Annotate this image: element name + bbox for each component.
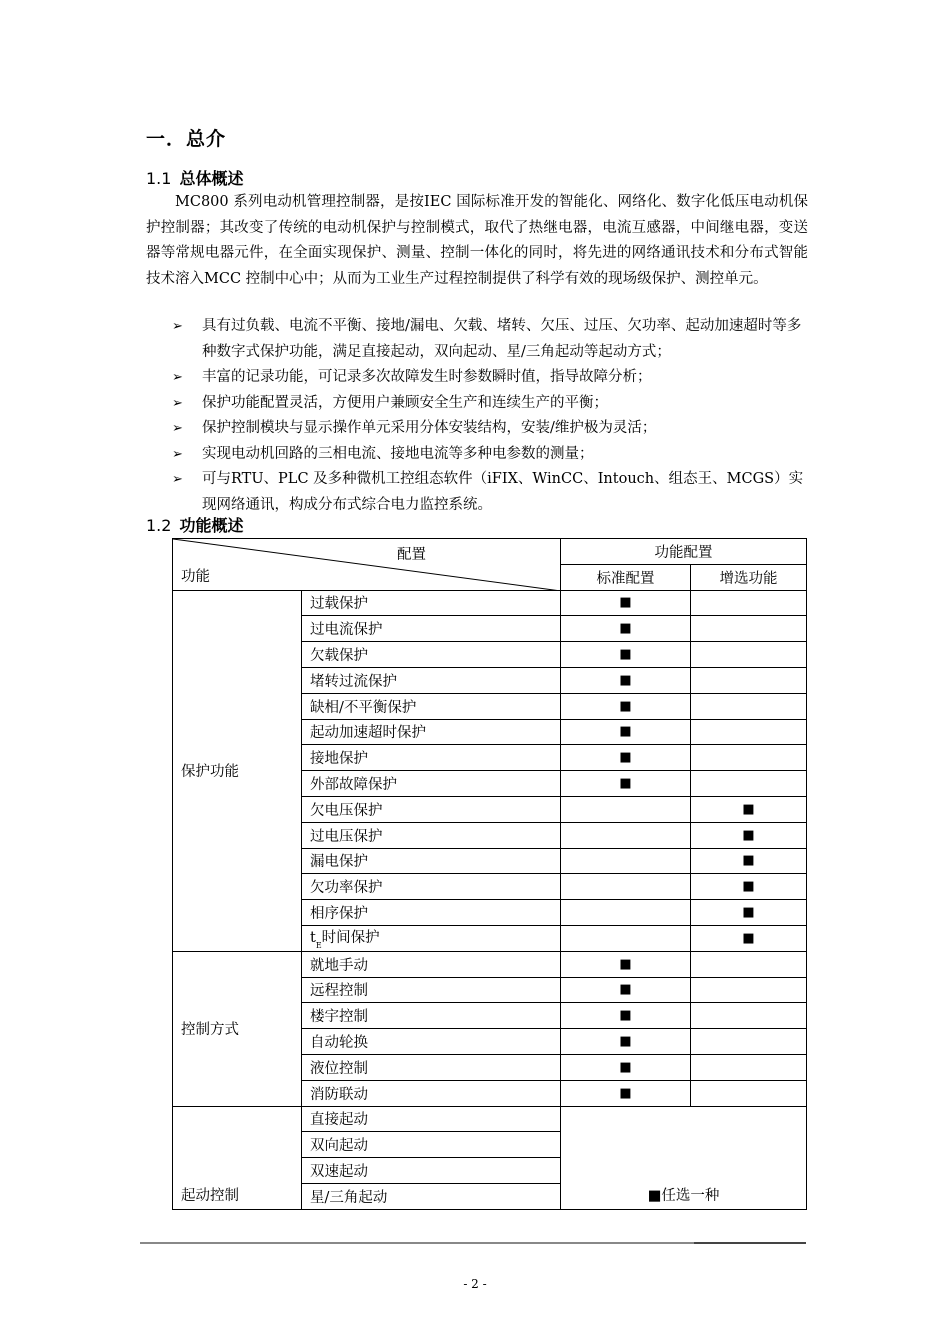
row-label: 星/三角起动 (302, 1183, 561, 1209)
subsection-1-title: 总体概述 (179, 169, 244, 188)
list-item: ➢ 丰富的记录功能，可记录多次故障发生时参数瞬时值，指导故障分析； (146, 365, 810, 391)
optional-cell (691, 1029, 807, 1055)
standard-cell (561, 848, 691, 874)
arrow-bullet-icon: ➢ (172, 319, 183, 334)
row-label: 过载保护 (302, 590, 561, 616)
group-header-config: 功能配置 (561, 539, 807, 565)
footer-rule-accent (694, 1242, 806, 1244)
section-title: 一．总介 (146, 128, 227, 150)
table-row (173, 590, 807, 616)
group-control-mode: 控制方式 (173, 951, 302, 1106)
row-label: 缺相/不平衡保护 (302, 693, 561, 719)
standard-cell (561, 874, 691, 900)
optional-cell (691, 1080, 807, 1106)
column-header-standard: 标准配置 (561, 564, 691, 590)
arrow-bullet-icon: ➢ (172, 421, 183, 436)
optional-cell (691, 1003, 807, 1029)
subsection-2-number: 1.2 (146, 516, 172, 535)
subsection-2-heading (146, 513, 243, 536)
standard-cell: ■ (561, 1080, 691, 1106)
standard-cell: ■ (561, 642, 691, 668)
row-label: 过电压保护 (302, 822, 561, 848)
list-item: ➢ 实现电动机回路的三相电流、接地电流等多种电参数的测量； (146, 442, 810, 468)
subsection-2-title: 功能概述 (179, 516, 244, 535)
standard-cell: ■ (561, 693, 691, 719)
row-label: 就地手动 (302, 951, 561, 977)
arrow-bullet-icon: ➢ (172, 395, 183, 411)
corner-label-config: 配置 (397, 547, 426, 563)
standard-cell: ■ (561, 719, 691, 745)
list-item: ➢ 可与RTU、PLC 及多种微机工控组态软件（iFIX、WinCC、Intouch、组态王、MCGS）实现网络通讯，构成分布式综合电力监控系统。 (146, 467, 810, 518)
optional-cell (691, 719, 807, 745)
feature-list (146, 314, 810, 518)
arrow-bullet-icon: ➢ (172, 472, 183, 487)
standard-cell (561, 822, 691, 848)
optional-cell: ■ (691, 848, 807, 874)
arrow-bullet-icon: ➢ (172, 370, 183, 385)
row-label: 起动加速超时保护 (302, 719, 561, 745)
row-label: 消防联动 (302, 1080, 561, 1106)
list-item: ➢ 保护功能配置灵活，方便用户兼顾安全生产和连续生产的平衡； (146, 391, 810, 417)
group-start-control: 起动控制 (173, 1106, 302, 1209)
optional-cell: ■ (691, 874, 807, 900)
optional-cell (691, 745, 807, 771)
corner-label-function: 功能 (181, 568, 210, 585)
row-label-te: $t_E$时间保护 (302, 925, 561, 951)
subsection-1-number: 1.1 (146, 169, 172, 188)
function-table (172, 538, 807, 1210)
optional-cell (691, 771, 807, 797)
standard-cell: ■ (561, 1003, 691, 1029)
optional-cell (691, 951, 807, 977)
row-label: 双速起动 (302, 1158, 561, 1184)
row-label: 欠电压保护 (302, 796, 561, 822)
optional-cell (691, 977, 807, 1003)
optional-cell (691, 1054, 807, 1080)
row-label: 欠功率保护 (302, 874, 561, 900)
intro-paragraph: MC800 系列电动机管理控制器，是按IEC 国际标准开发的智能化、网络化、数字化低压电动机保护控制器；其改变了传统的电动机保护与控制模式，取代了热继电器，电流互感器，中间继电器，变送器等常规电器元件，在全面实现保护、测量、控制一体化的同时，将先进的网络通讯技术和分布式智能技术溶入MCC 控制中心中；从而为工业生产过程控制提供了科学有效的现场级保护、测控单元。 (146, 194, 808, 287)
standard-cell (561, 900, 691, 926)
row-label: 自动轮换 (302, 1029, 561, 1055)
row-label: 直接起动 (302, 1106, 561, 1132)
row-label: 液位控制 (302, 1054, 561, 1080)
row-label: 堵转过流保护 (302, 667, 561, 693)
optional-cell (691, 667, 807, 693)
arrow-bullet-icon: ➢ (172, 446, 183, 462)
row-label: 漏电保护 (302, 848, 561, 874)
standard-cell: ■ (561, 616, 691, 642)
standard-cell: ■ (561, 1029, 691, 1055)
row-label: 相序保护 (302, 900, 561, 926)
row-label: 接地保护 (302, 745, 561, 771)
optional-cell: ■ (691, 796, 807, 822)
optional-cell (691, 590, 807, 616)
row-label: 欠载保护 (302, 642, 561, 668)
table-row (173, 951, 807, 977)
list-item: ➢ 具有过负载、电流不平衡、接地/漏电、欠载、堵转、欠压、过压、欠功率、起动加速超时等多种数字式保护功能，满足直接起动，双向起动、星/三角起动等起动方式； (146, 314, 810, 365)
group-protection: 保护功能 (173, 590, 302, 951)
row-label: 过电流保护 (302, 616, 561, 642)
row-label: 外部故障保护 (302, 771, 561, 797)
optional-cell: ■ (691, 925, 807, 951)
standard-cell: ■ (561, 951, 691, 977)
standard-cell: ■ (561, 590, 691, 616)
optional-cell: ■ (691, 900, 807, 926)
optional-cell (691, 642, 807, 668)
subsection-1-heading (146, 166, 243, 189)
standard-cell: ■ (561, 1054, 691, 1080)
standard-cell (561, 925, 691, 951)
column-header-optional: 增选功能 (691, 564, 807, 590)
table-row (173, 1106, 807, 1132)
row-label: 远程控制 (302, 977, 561, 1003)
start-option-note: ■任选一种 (561, 1106, 807, 1209)
optional-cell: ■ (691, 822, 807, 848)
standard-cell: ■ (561, 667, 691, 693)
standard-cell: ■ (561, 977, 691, 1003)
row-label: 双向起动 (302, 1132, 561, 1158)
list-item: ➢ 保护控制模块与显示操作单元采用分体安装结构，安装/维护极为灵活； (146, 416, 810, 442)
optional-cell (691, 616, 807, 642)
table-corner-header (173, 539, 561, 591)
standard-cell (561, 796, 691, 822)
standard-cell: ■ (561, 745, 691, 771)
page-number: - 2 - (463, 1277, 487, 1291)
standard-cell: ■ (561, 771, 691, 797)
optional-cell (691, 693, 807, 719)
row-label: 楼宇控制 (302, 1003, 561, 1029)
